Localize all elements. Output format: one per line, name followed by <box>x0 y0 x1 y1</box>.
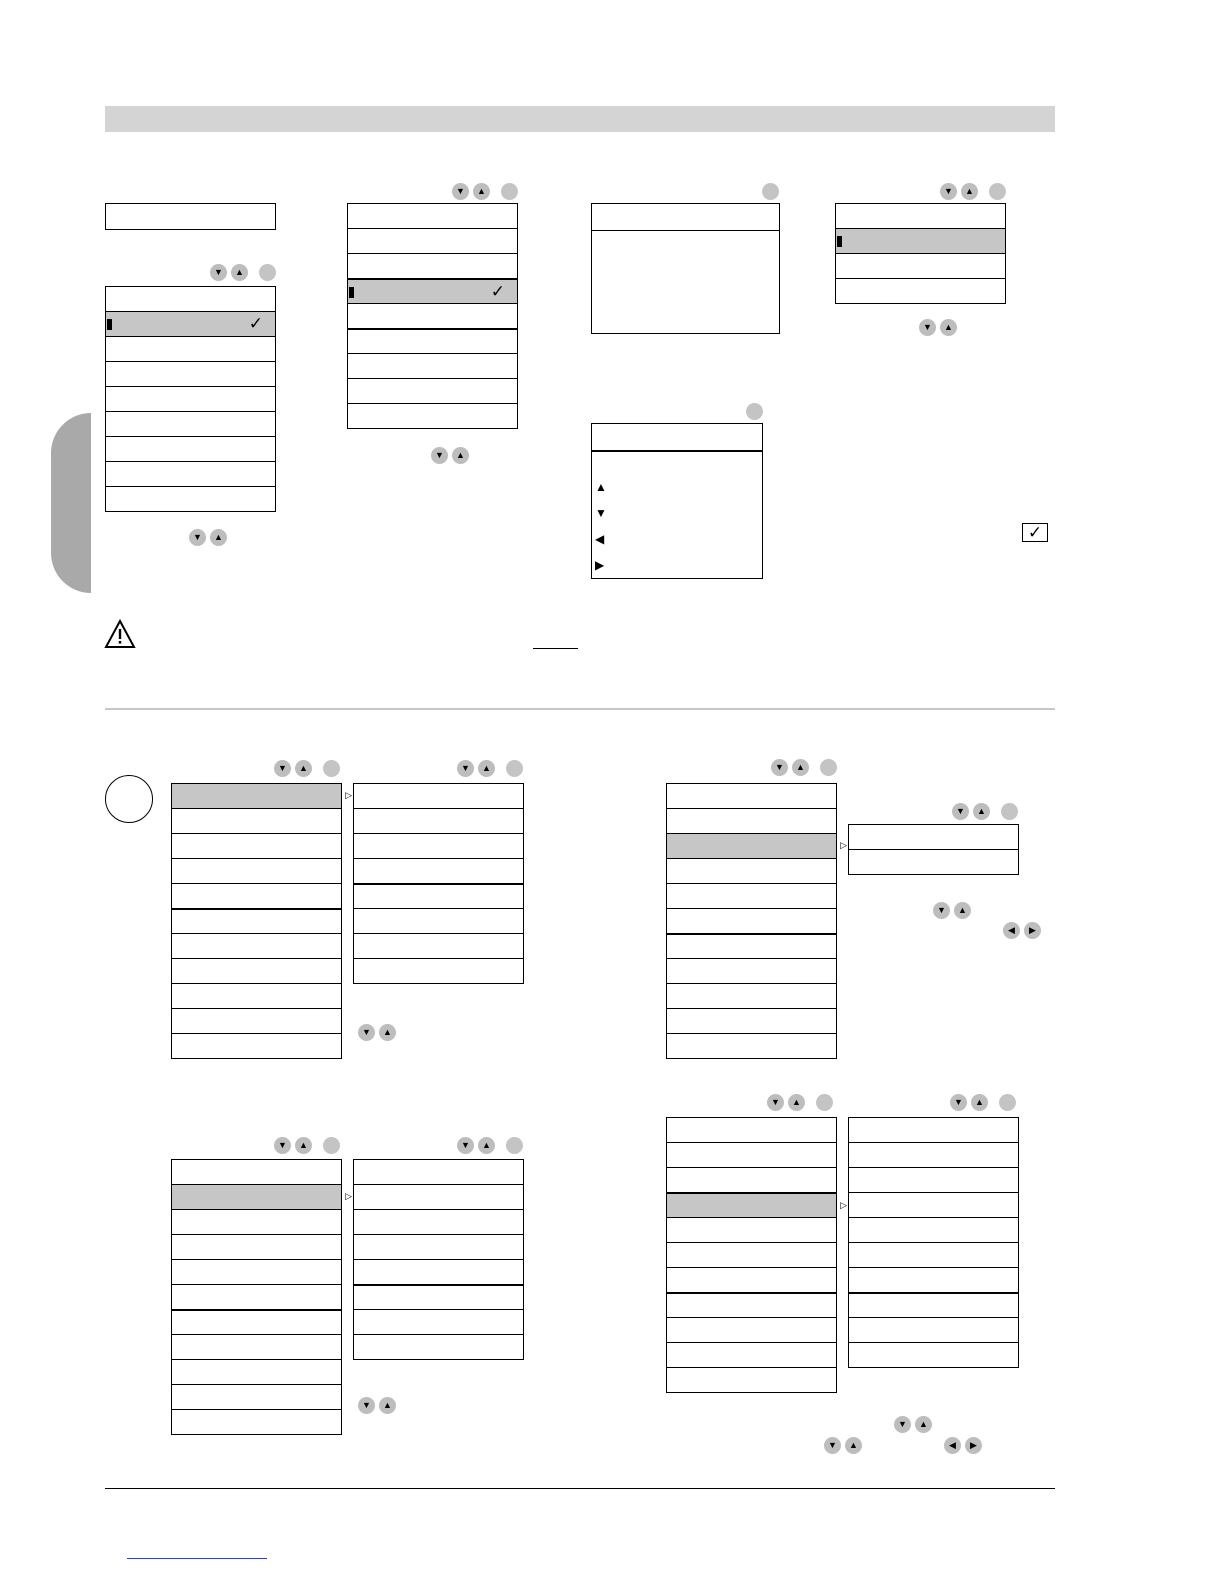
nav-keys <box>431 447 471 465</box>
single-field-box <box>105 203 276 230</box>
up-button-icon[interactable]: ▲ <box>845 1437 862 1454</box>
down-button-icon[interactable]: ▼ <box>824 1437 841 1454</box>
menu-row[interactable] <box>848 1267 1019 1293</box>
menu-row[interactable] <box>835 253 1006 279</box>
cursor-icon <box>837 236 842 247</box>
menu-row[interactable] <box>171 933 342 959</box>
submenu-arrow-icon: ▷ <box>345 790 352 800</box>
up-button-icon[interactable]: ▲ <box>231 264 248 281</box>
menu-list-d <box>171 783 352 1059</box>
down-button-icon[interactable]: ▼ <box>431 447 448 464</box>
up-button-icon[interactable]: ▲ <box>961 183 978 200</box>
menu-row[interactable] <box>666 783 837 809</box>
menu-row[interactable] <box>666 858 837 884</box>
menu-row[interactable] <box>347 228 518 254</box>
menu-row[interactable] <box>171 1334 342 1360</box>
menu-row[interactable] <box>848 849 1019 875</box>
left-button-icon[interactable]: ◀ <box>1003 922 1020 939</box>
submenu-arrow-icon: ▷ <box>840 840 847 850</box>
menu-row[interactable] <box>666 883 837 909</box>
menu-row[interactable] <box>171 908 342 934</box>
menu-row[interactable] <box>666 808 837 834</box>
ok-button-icon[interactable] <box>506 760 523 777</box>
up-button-icon[interactable]: ▲ <box>295 760 312 777</box>
down-button-icon[interactable]: ▼ <box>452 183 469 200</box>
menu-row[interactable] <box>353 783 524 809</box>
menu-row[interactable] <box>347 378 518 404</box>
menu-row[interactable] <box>848 1317 1019 1343</box>
ok-button-icon[interactable] <box>501 183 518 200</box>
side-tab <box>51 413 91 593</box>
cursor-icon <box>349 287 354 298</box>
menu-row[interactable] <box>353 1334 524 1360</box>
menu-row[interactable] <box>105 386 276 412</box>
up-button-icon[interactable]: ▲ <box>210 529 227 546</box>
up-button-icon[interactable]: ▲ <box>295 1137 312 1154</box>
down-button-icon[interactable]: ▼ <box>933 902 950 919</box>
nav-keys <box>952 803 1022 821</box>
menu-row[interactable] <box>666 983 837 1009</box>
menu-row[interactable] <box>347 253 518 279</box>
nav-keys <box>1003 922 1043 940</box>
up-button-icon[interactable]: ▲ <box>478 760 495 777</box>
ok-button-icon[interactable] <box>820 759 837 776</box>
down-button-icon[interactable]: ▼ <box>940 183 957 200</box>
up-button-icon[interactable]: ▲ <box>954 902 971 919</box>
menu-row[interactable] <box>848 1167 1019 1193</box>
menu-row[interactable] <box>347 303 518 329</box>
menu-list-g <box>353 1159 524 1360</box>
menu-row[interactable] <box>666 1033 837 1059</box>
nav-keys <box>940 183 1010 201</box>
menu-row[interactable] <box>347 353 518 379</box>
up-button-icon[interactable]: ▲ <box>940 319 957 336</box>
up-button-icon[interactable]: ▲ <box>473 183 490 200</box>
ok-button-icon[interactable] <box>1001 803 1018 820</box>
menu-row[interactable] <box>347 403 518 429</box>
down-button-icon[interactable]: ▼ <box>457 760 474 777</box>
nav-keys <box>824 1437 864 1455</box>
menu-row[interactable] <box>171 1284 342 1310</box>
up-button-icon[interactable]: ▲ <box>379 1397 396 1414</box>
menu-list-j <box>666 1117 847 1393</box>
menu-list-f <box>171 1159 352 1435</box>
menu-row[interactable] <box>171 1309 342 1335</box>
menu-row[interactable] <box>353 1209 524 1235</box>
down-button-icon[interactable]: ▼ <box>210 264 227 281</box>
menu-row[interactable] <box>353 1309 524 1335</box>
ok-button-icon[interactable] <box>323 760 340 777</box>
nav-keys <box>210 264 280 282</box>
menu-row[interactable] <box>105 461 276 487</box>
menu-row[interactable] <box>848 1192 1019 1218</box>
nav-keys <box>944 1437 984 1455</box>
header-bar <box>105 106 1055 132</box>
menu-row[interactable] <box>666 1142 837 1168</box>
menu-row-selected[interactable] <box>171 783 352 809</box>
down-button-icon[interactable]: ▼ <box>767 1094 784 1111</box>
ok-button-icon[interactable] <box>989 183 1006 200</box>
menu-row[interactable] <box>666 1167 837 1193</box>
down-button-icon[interactable]: ▼ <box>274 1137 291 1154</box>
menu-row[interactable] <box>848 1217 1019 1243</box>
down-button-icon[interactable]: ▼ <box>274 760 291 777</box>
menu-row[interactable] <box>848 1142 1019 1168</box>
menu-row[interactable] <box>353 1234 524 1260</box>
ok-button-icon[interactable] <box>762 183 779 200</box>
direction-key-panel <box>591 423 763 579</box>
section-divider <box>105 708 1055 710</box>
menu-row[interactable] <box>848 1292 1019 1318</box>
menu-row[interactable] <box>171 983 342 1009</box>
nav-keys <box>358 1397 398 1415</box>
ok-button-icon[interactable] <box>999 1094 1016 1111</box>
menu-row[interactable] <box>171 858 342 884</box>
menu-row[interactable] <box>666 1292 837 1318</box>
menu-row[interactable] <box>666 958 837 984</box>
menu-row[interactable] <box>666 1267 837 1293</box>
down-button-icon[interactable]: ▼ <box>457 1137 474 1154</box>
menu-row[interactable] <box>105 361 276 387</box>
menu-row[interactable] <box>105 486 276 512</box>
menu-row[interactable] <box>666 933 837 959</box>
menu-list-i <box>848 824 1019 875</box>
up-button-icon[interactable]: ▲ <box>971 1094 988 1111</box>
info-panel <box>591 203 780 334</box>
menu-list-a <box>105 286 276 512</box>
menu-row[interactable] <box>353 933 524 959</box>
nav-keys <box>274 760 344 778</box>
submenu-arrow-icon: ▷ <box>345 1191 352 1201</box>
footer-rule <box>105 1488 1055 1489</box>
menu-row[interactable] <box>347 328 518 354</box>
menu-row[interactable] <box>353 1284 524 1310</box>
text-underline-mark <box>533 648 578 649</box>
menu-row-selected[interactable] <box>105 311 276 337</box>
menu-row[interactable] <box>666 1317 837 1343</box>
checkbox-icon[interactable] <box>1022 523 1048 542</box>
menu-row[interactable] <box>835 278 1006 304</box>
nav-keys <box>950 1094 1020 1112</box>
menu-row[interactable] <box>353 958 524 984</box>
menu-list-h <box>666 783 847 1059</box>
menu-row[interactable] <box>105 411 276 437</box>
menu-list-c <box>835 203 1006 304</box>
menu-row[interactable] <box>848 1117 1019 1143</box>
up-button-icon[interactable]: ▲ <box>788 1094 805 1111</box>
menu-row[interactable] <box>848 824 1019 850</box>
menu-row[interactable] <box>353 1259 524 1285</box>
up-button-icon[interactable]: ▲ <box>452 447 469 464</box>
down-button-icon[interactable]: ▼ <box>952 803 969 820</box>
right-key-icon: ▶ <box>595 558 605 572</box>
check-icon: ✓ <box>490 282 505 301</box>
nav-keys <box>894 1416 934 1434</box>
menu-row[interactable] <box>666 1217 837 1243</box>
ok-button-icon[interactable] <box>816 1094 833 1111</box>
menu-list-b <box>347 203 518 429</box>
nav-keys <box>746 403 766 421</box>
footer-link-underline <box>127 1558 267 1559</box>
menu-row[interactable] <box>666 1008 837 1034</box>
check-icon: ✓ <box>248 314 263 333</box>
check-icon: ✓ <box>1027 523 1043 542</box>
cursor-icon <box>107 319 112 330</box>
menu-row[interactable] <box>171 1234 342 1260</box>
menu-row[interactable] <box>848 1342 1019 1368</box>
down-key-icon: ▼ <box>595 506 607 520</box>
menu-row[interactable] <box>666 908 837 934</box>
down-button-icon[interactable]: ▼ <box>189 529 206 546</box>
menu-row[interactable] <box>353 1159 524 1185</box>
warning-triangle-icon <box>104 619 136 649</box>
menu-row[interactable] <box>171 808 342 834</box>
menu-row[interactable] <box>171 1159 342 1185</box>
nav-keys <box>771 759 841 777</box>
up-key-icon: ▲ <box>595 480 607 494</box>
menu-row-selected[interactable] <box>835 228 1006 254</box>
nav-keys <box>189 529 229 547</box>
nav-keys <box>919 319 959 337</box>
nav-keys <box>457 1137 527 1155</box>
down-button-icon[interactable]: ▼ <box>771 759 788 776</box>
menu-row[interactable] <box>347 203 518 229</box>
menu-row[interactable] <box>171 1384 342 1410</box>
up-button-icon[interactable]: ▲ <box>478 1137 495 1154</box>
menu-row[interactable] <box>105 286 276 312</box>
nav-keys <box>457 760 527 778</box>
nav-keys <box>762 183 782 201</box>
menu-row[interactable] <box>171 1008 342 1034</box>
menu-row-selected[interactable] <box>666 1192 847 1218</box>
menu-row[interactable] <box>835 203 1006 229</box>
menu-row-selected[interactable] <box>171 1184 352 1210</box>
nav-keys <box>358 1024 398 1042</box>
ok-button-icon[interactable] <box>506 1137 523 1154</box>
up-button-icon[interactable]: ▲ <box>973 803 990 820</box>
menu-row[interactable] <box>353 858 524 884</box>
menu-row[interactable] <box>105 436 276 462</box>
menu-row[interactable] <box>666 1242 837 1268</box>
right-button-icon[interactable]: ▶ <box>965 1437 982 1454</box>
menu-list-k <box>848 1117 1019 1368</box>
menu-row[interactable] <box>353 808 524 834</box>
nav-keys <box>452 183 522 201</box>
down-button-icon[interactable]: ▼ <box>894 1416 911 1433</box>
submenu-arrow-icon: ▷ <box>840 1200 847 1210</box>
menu-row[interactable] <box>353 908 524 934</box>
menu-row[interactable] <box>171 1359 342 1385</box>
menu-row[interactable] <box>171 883 342 909</box>
menu-row[interactable] <box>353 833 524 859</box>
ok-button-icon[interactable] <box>259 264 276 281</box>
menu-row[interactable] <box>171 1209 342 1235</box>
menu-row[interactable] <box>666 1117 837 1143</box>
nav-keys <box>933 902 973 920</box>
menu-row[interactable] <box>105 336 276 362</box>
right-button-icon[interactable]: ▶ <box>1024 922 1041 939</box>
ok-button-icon[interactable] <box>323 1137 340 1154</box>
menu-row[interactable] <box>171 833 342 859</box>
menu-row-selected[interactable] <box>666 833 847 859</box>
ok-button-icon[interactable] <box>746 403 763 420</box>
menu-row[interactable] <box>353 1184 524 1210</box>
menu-row[interactable] <box>171 958 342 984</box>
menu-row[interactable] <box>171 1409 342 1435</box>
menu-row[interactable] <box>171 1259 342 1285</box>
menu-row[interactable] <box>666 1367 837 1393</box>
up-button-icon[interactable]: ▲ <box>379 1024 396 1041</box>
step-circle <box>105 775 153 823</box>
nav-keys <box>274 1137 344 1155</box>
down-button-icon[interactable]: ▼ <box>919 319 936 336</box>
menu-row[interactable] <box>666 1342 837 1368</box>
down-button-icon[interactable]: ▼ <box>950 1094 967 1111</box>
up-button-icon[interactable]: ▲ <box>792 759 809 776</box>
menu-row[interactable] <box>353 883 524 909</box>
up-button-icon[interactable]: ▲ <box>915 1416 932 1433</box>
menu-row-selected[interactable] <box>347 278 518 304</box>
menu-row[interactable] <box>848 1242 1019 1268</box>
menu-list-e <box>353 783 524 984</box>
left-button-icon[interactable]: ◀ <box>944 1437 961 1454</box>
nav-keys <box>767 1094 837 1112</box>
down-button-icon[interactable]: ▼ <box>358 1024 375 1041</box>
left-key-icon: ◀ <box>595 532 605 546</box>
menu-row[interactable] <box>171 1033 342 1059</box>
down-button-icon[interactable]: ▼ <box>358 1397 375 1414</box>
